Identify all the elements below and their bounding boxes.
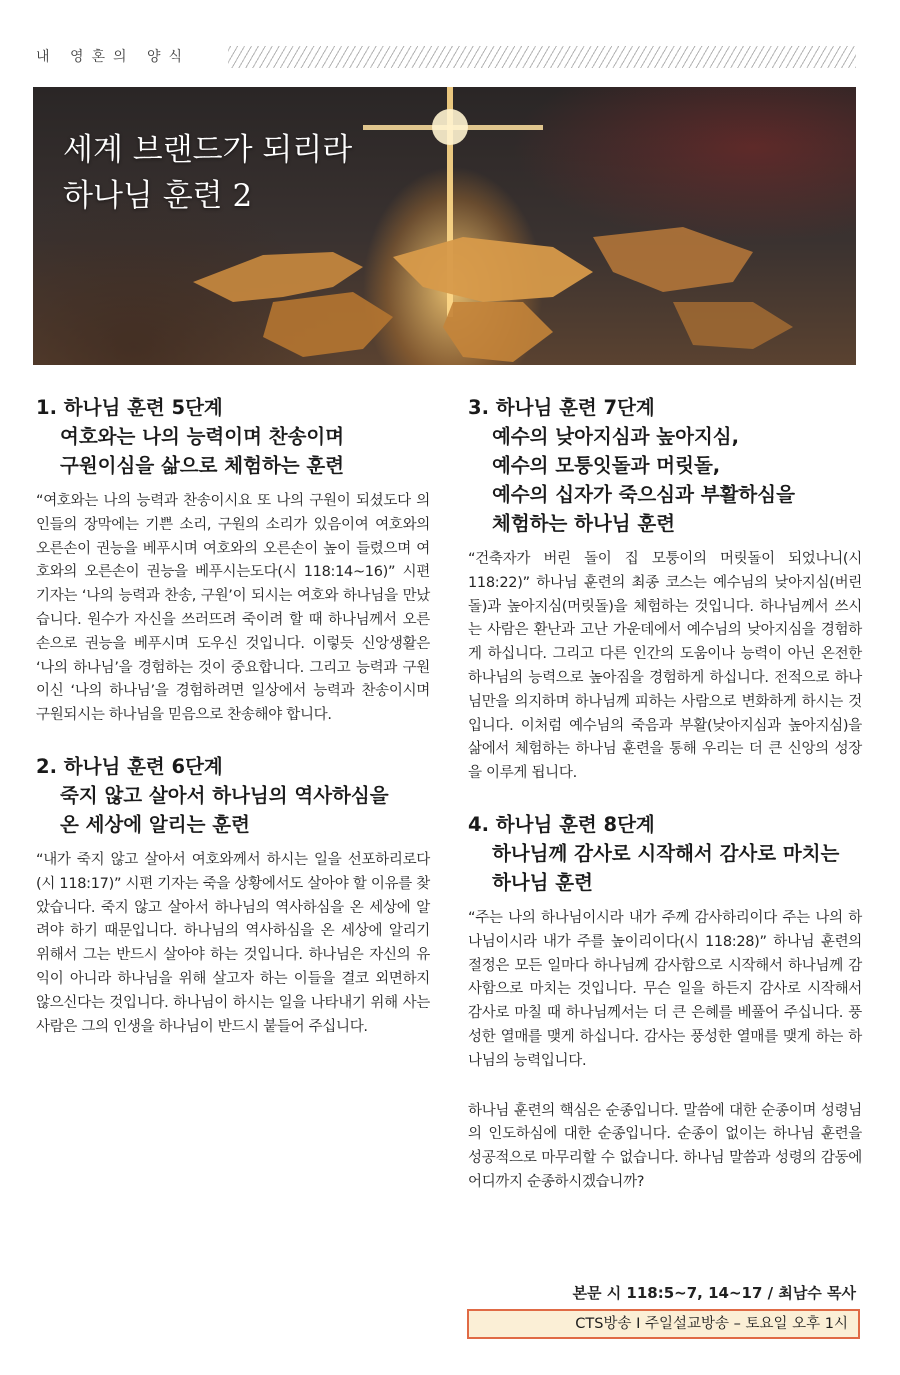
broadcast-info: CTS방송 I 주일설교방송 – 토요일 오후 1시 [575, 1316, 848, 1332]
section-heading [468, 393, 862, 538]
section-3 [468, 393, 862, 786]
heading-subline: 구원이심을 삶으로 체험하는 훈련 [60, 454, 345, 477]
section-body: “여호와는 나의 능력과 찬송이시요 또 나의 구원이 되셨도다 의인들의 장막에는 기쁜 소리, 구원의 소리가 있음이여 여호와의 오른손이 권능을 베푸시며 여호와의 오른손이 높이 들렸으며 여호와의 오른손이 권능을 베푸시는도다(시 118:14~16)” 시편 기자는 ‘나의 능력과 찬송, 구원’이 되시는 여호와 하나님을 만났습니다. 원수가 자신을 쓰러뜨려 죽이려 할 때 하나님께서 오른손으로 권능을 베푸시며 도우신 것입니다. 이렇듯 신앙생활은 ‘나의 하나님’을 경험하는 것이 중요합니다. 그리고 능력과 구원이신 ‘나의 하나님’을 경험하려면 일상에서 능력과 찬송이시며 구원되시는 하나님을 믿음으로 찬송해야 합니다. [36, 493, 430, 724]
heading-subline: 죽지 않고 살아서 하나님의 역사하심을 [60, 783, 389, 807]
article-title [63, 127, 352, 219]
title-line: 하나님 훈련 2 [63, 178, 253, 214]
cross-glow [432, 109, 468, 145]
title-line: 세계 브랜드가 되리라 [63, 132, 353, 168]
section-spacer [468, 786, 862, 810]
continent-shape [593, 227, 753, 292]
section-spacer [36, 728, 430, 752]
section-heading [36, 752, 430, 839]
heading-subline: 여호와는 나의 능력이며 찬송이며 [60, 425, 345, 448]
broadcast-info-box [467, 1309, 860, 1339]
heading-subline: 예수의 모퉁잇돌과 머릿돌, [492, 454, 721, 477]
section-body: “내가 죽지 않고 살아서 여호와께서 하시는 일을 선포하리로다(시 118:17)” 시편 기자는 죽을 상황에서도 살아야 할 이유를 찾았습니다. 죽지 않고 살아서 하나님의 역사하심을 온 세상에 알려야 하기 때문입니다. 하나님의 역사하심을 온 세상에 알리기 위해서 그는 반드시 살아야 하는 것입니다. 하나님은 자신의 유익이 아니라 하나님을 위해 살고자 하는 이들을 결코 외면하지 않으신다는 것입니다. 하나님이 하시는 일을 나타내기 위해 사는 사람은 그의 인생을 하나님이 반드시 붙들어 주십니다. [36, 851, 430, 1035]
section-body: “건축자가 버린 돌이 집 모퉁이의 머릿돌이 되었나니(시 118:22)” 하나님 훈련의 최종 코스는 예수님의 낮아지심(버린 돌)과 높아지심(머릿돌)을 체험하는 것입니다. 하나님께서 쓰시는 사람은 환난과 고난 가운데에서 예수님의 낮아지심을 경험하게 하십니다. 그리고 다른 인간의 도움이나 능력이 아닌 온전한 하나님의 능력으로 높아짐을 경험하게 하십니다. 전적으로 하나님만을 의지하며 하나님께 피하는 사람으로 변화하게 하시는 것입니다. 이처럼 예수님의 죽음과 부활(낮아지심과 높아지심)을 삶에서 체험하는 하나님 훈련을 통해 우리는 더 큰 신앙의 성장을 이루게 됩니다. [468, 551, 862, 782]
continent-shape [443, 302, 553, 362]
continent-shape [263, 292, 393, 357]
heading-subline: 온 세상에 알리는 훈련 [60, 812, 250, 836]
section-heading [468, 810, 862, 897]
left-column [36, 393, 430, 1039]
scripture-reference: 본문 시 118:5~7, 14~17 / 최남수 목사 [572, 1284, 856, 1302]
page-header [36, 40, 856, 70]
right-column [468, 393, 862, 1195]
section-2 [36, 752, 430, 1039]
heading-number-line: 2. 하나님 훈련 6단계 [36, 754, 223, 778]
heading-subline: 하나님 훈련 [492, 870, 593, 894]
heading-number-line: 1. 하나님 훈련 5단계 [36, 396, 223, 419]
heading-subline: 예수의 낮아지심과 높아지심, [492, 425, 740, 448]
section-heading [36, 393, 430, 480]
section-body: “주는 나의 하나님이시라 내가 주께 감사하리이다 주는 나의 하나님이시라 내가 주를 높이리이다(시 118:28)” 하나님 훈련의 절정은 모든 일마다 하나님께 감사함으로 시작해서 하나님께 감사함으로 마치는 것입니다. 무슨 일을 하든지 감사로 시작해서 감사로 마칠 때 하나님께서는 더 큰 은혜를 베풀어 주십니다. 풍성한 열매를 맺게 하십니다. 감사는 풍성한 열매를 맺게 하는 하나님의 능력입니다. [468, 909, 862, 1069]
header-stripe-decoration [228, 46, 856, 68]
continent-shape [393, 237, 593, 302]
heading-number-line: 4. 하나님 훈련 8단계 [468, 812, 655, 836]
continent-shape [673, 302, 793, 349]
section-4 [468, 810, 862, 1074]
heading-subline: 체험하는 하나님 훈련 [492, 512, 676, 535]
closing-paragraph: 하나님 훈련의 핵심은 순종입니다. 말씀에 대한 순종이며 성령님의 인도하심에 대한 순종입니다. 순종이 없이는 하나님 훈련을 성공적으로 마무리할 수 없습니다. 하나님 말씀과 성령의 감동에 어디까지 순종하시겠습니까? [468, 1102, 862, 1190]
section-1 [36, 393, 430, 728]
heading-number-line: 3. 하나님 훈련 7단계 [468, 396, 655, 419]
heading-subline: 하나님께 감사로 시작해서 감사로 마치는 [492, 841, 840, 865]
section-label: 내 영혼의 양식 [36, 49, 191, 65]
heading-subline: 예수의 십자가 죽으심과 부활하심을 [492, 483, 795, 506]
hero-banner [33, 87, 856, 365]
